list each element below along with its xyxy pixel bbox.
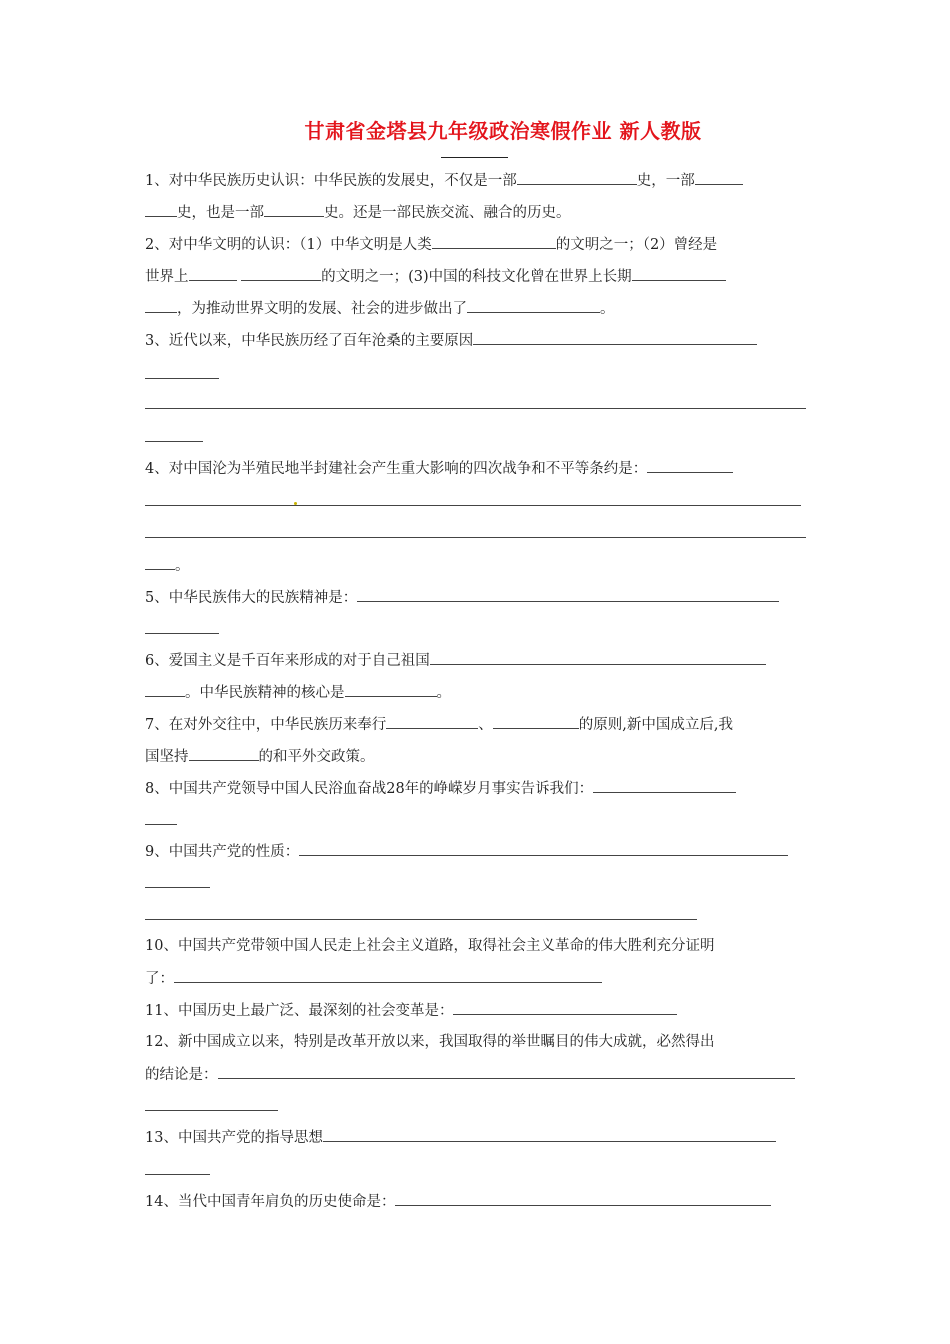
- blank[interactable]: [632, 266, 726, 281]
- blank[interactable]: [174, 968, 602, 983]
- blank[interactable]: [473, 330, 757, 345]
- question-6-line-2: 。中华民族精神的核心是 。: [145, 682, 451, 702]
- question-10-line-1: 10、中国共产党带领中国人民走上社会主义道路，取得社会主义革命的伟大胜利充分证明: [145, 938, 715, 954]
- question-10-line-2: 了：: [145, 968, 602, 988]
- blank[interactable]: [218, 1064, 795, 1079]
- answer-line[interactable]: [145, 887, 210, 888]
- blank[interactable]: [241, 266, 321, 281]
- answer-line[interactable]: [145, 505, 801, 506]
- blank[interactable]: [145, 298, 177, 313]
- question-1-line-2: 史，也是一部 史。还是一部民族交流、融合的历史。: [145, 202, 571, 222]
- blank[interactable]: [189, 746, 259, 761]
- question-11-line-1: 11、中国历史上最广泛、最深刻的社会变革是：: [145, 1000, 677, 1020]
- question-7-line-1: 7、在对外交往中，中华民族历来奉行 、 的原则,新中国成立后,我: [145, 714, 733, 734]
- question-1-line-1: 1、对中华民族历史认识：中华民族的发展史，不仅是一部 史，一部: [145, 170, 743, 190]
- question-12-line-1: 12、新中国成立以来，特别是改革开放以来，我国取得的举世瞩目的伟大成就，必然得出: [145, 1034, 715, 1050]
- answer-line[interactable]: [145, 824, 177, 825]
- title-underline: [441, 157, 508, 158]
- question-4-line-end: 。: [145, 555, 190, 575]
- answer-line[interactable]: [145, 1110, 278, 1111]
- blank[interactable]: [323, 1127, 776, 1142]
- question-8-line-1: 8、中国共产党领导中国人民浴血奋战28年的峥嵘岁月事实告诉我们：: [145, 778, 736, 798]
- question-5-line-1: 5、中华民族伟大的民族精神是：: [145, 587, 779, 607]
- blank[interactable]: [517, 170, 637, 185]
- blank[interactable]: [345, 682, 437, 697]
- question-3-line-1: 3、近代以来，中华民族历经了百年沧桑的主要原因: [145, 330, 757, 350]
- question-13-line-1: 13、中国共产党的指导思想: [145, 1127, 776, 1147]
- blank[interactable]: [264, 202, 324, 217]
- answer-line[interactable]: [145, 1174, 210, 1175]
- question-2-line-1: 2、对中华文明的认识：（1）中华文明是人类 的文明之一；（2）曾经是: [145, 234, 717, 254]
- blank[interactable]: [430, 650, 766, 665]
- blank[interactable]: [593, 778, 736, 793]
- question-4-line-1: 4、对中国沦为半殖民地半封建社会产生重大影响的四次战争和不平等条约是：: [145, 458, 733, 478]
- blank[interactable]: [467, 298, 600, 313]
- answer-line[interactable]: [145, 537, 806, 538]
- question-2-line-3: ，为推动世界文明的发展、社会的进步做出了 。: [145, 298, 615, 318]
- blank[interactable]: [432, 234, 556, 249]
- blank[interactable]: [453, 1000, 677, 1015]
- question-12-line-2: 的结论是：: [145, 1064, 795, 1084]
- question-6-line-1: 6、爱国主义是千百年来形成的对于自己祖国: [145, 650, 766, 670]
- answer-line[interactable]: [145, 441, 203, 442]
- answer-line[interactable]: [145, 919, 697, 920]
- answer-line[interactable]: [145, 378, 219, 379]
- blank[interactable]: [145, 555, 175, 570]
- blank[interactable]: [493, 714, 579, 729]
- stray-mark: [294, 502, 297, 505]
- blank[interactable]: [299, 841, 788, 856]
- blank[interactable]: [386, 714, 478, 729]
- answer-line[interactable]: [145, 408, 806, 409]
- blank[interactable]: [145, 682, 185, 697]
- answer-line[interactable]: [145, 633, 219, 634]
- blank[interactable]: [695, 170, 743, 185]
- blank[interactable]: [647, 458, 733, 473]
- blank[interactable]: [189, 266, 237, 281]
- question-7-line-2: 国坚持 的和平外交政策。: [145, 746, 375, 766]
- blank[interactable]: [357, 587, 779, 602]
- blank[interactable]: [395, 1191, 771, 1206]
- page-title: 甘肃省金塔县九年级政治寒假作业 新人教版: [304, 119, 702, 143]
- question-9-line-1: 9、中国共产党的性质：: [145, 841, 788, 861]
- question-2-line-2: 世界上 的文明之一；(3)中国的科技文化曾在世界上长期: [145, 266, 726, 286]
- question-14-line-1: 14、当代中国青年肩负的历史使命是：: [145, 1191, 771, 1211]
- blank[interactable]: [145, 202, 177, 217]
